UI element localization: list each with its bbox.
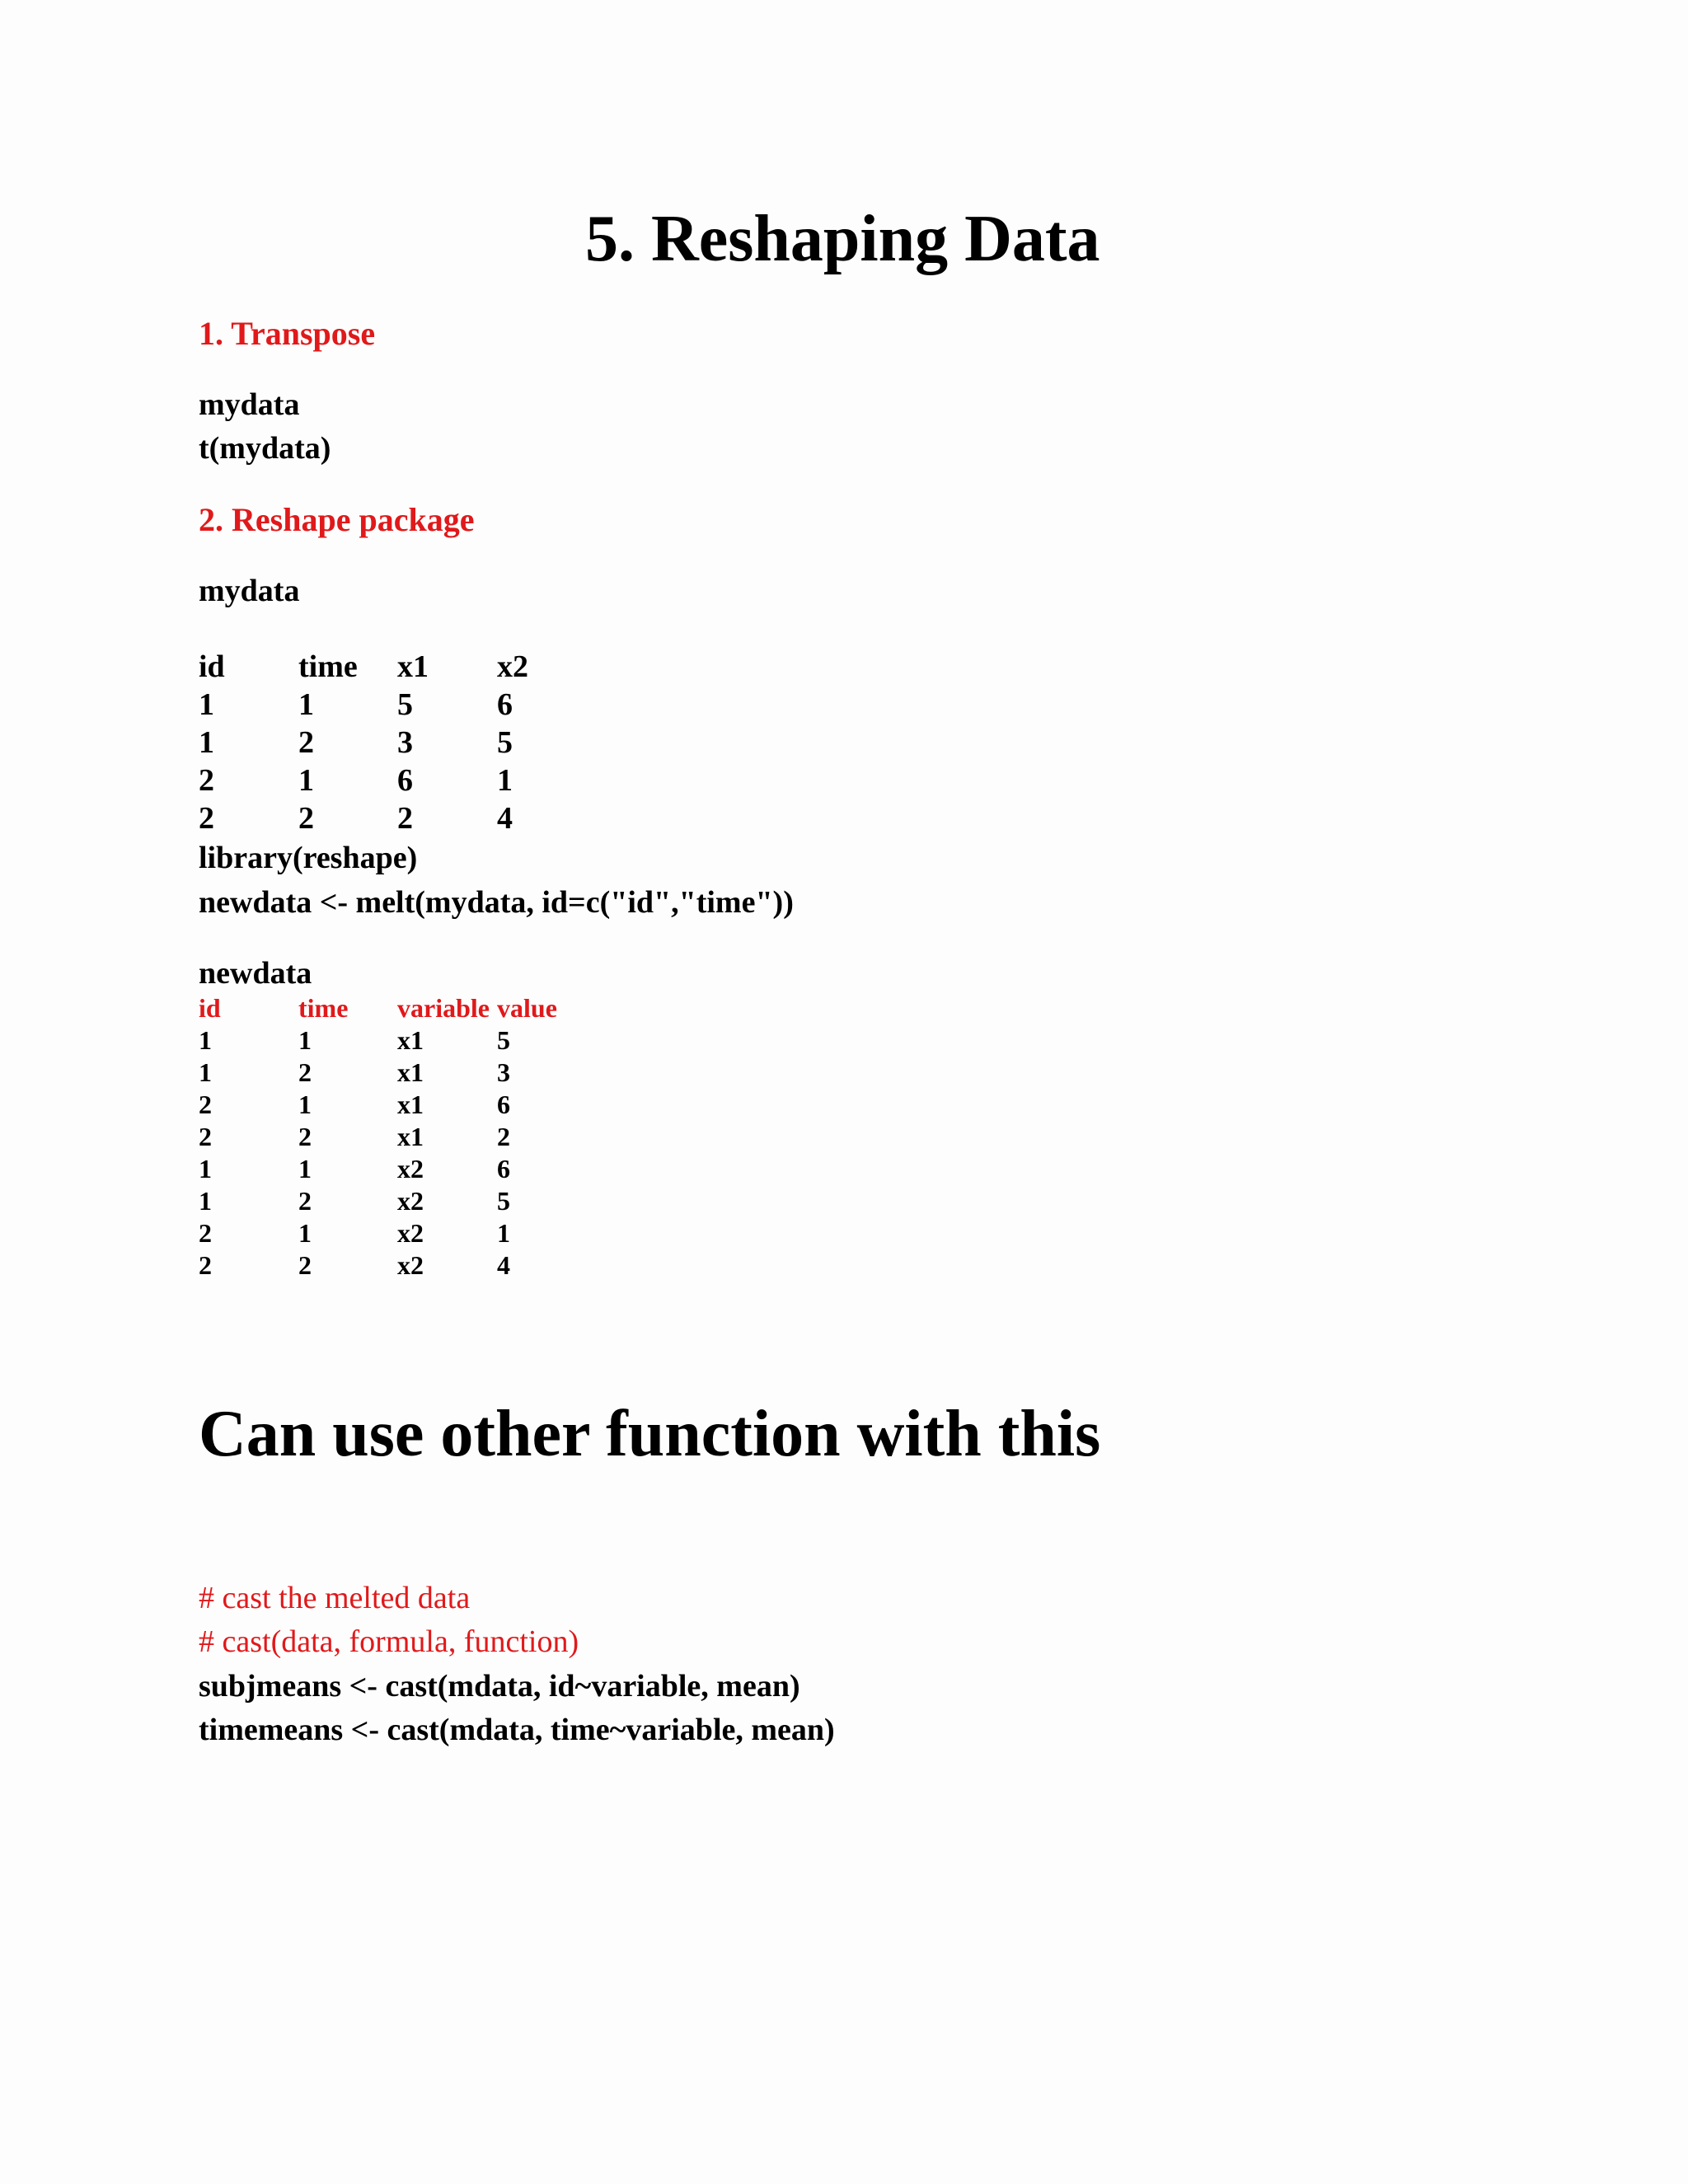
table-cell: 2 [497, 1122, 510, 1151]
section-heading-transpose: 1. Transpose [199, 315, 376, 352]
table-cell: 6 [497, 1090, 510, 1119]
table-cell: 2 [397, 801, 413, 836]
table-cell: x2 [397, 1250, 424, 1280]
table-cell: x2 [397, 1186, 424, 1216]
table-cell: 5 [497, 725, 513, 760]
table-cell: 2 [298, 1122, 312, 1151]
table-cell: 1 [497, 1218, 510, 1248]
table-cell: 2 [199, 801, 214, 836]
table-cell: 2 [298, 801, 314, 836]
table-cell: 1 [199, 1025, 212, 1055]
table-cell: 1 [199, 687, 214, 722]
code-line: mydata [199, 574, 300, 608]
table-header: time [298, 993, 349, 1023]
table-cell: x1 [397, 1090, 424, 1119]
table-cell: 1 [298, 1218, 312, 1248]
table-cell: 2 [298, 1186, 312, 1216]
table-cell: x1 [397, 1122, 424, 1151]
code-line: newdata [199, 956, 312, 991]
table-cell: 3 [497, 1057, 510, 1087]
table-cell: 2 [298, 725, 314, 760]
table-cell: x1 [397, 1057, 424, 1087]
table-cell: 1 [497, 763, 513, 798]
table-cell: x1 [397, 1025, 424, 1055]
code-line: t(mydata) [199, 431, 331, 466]
page-title: 5. Reshaping Data [585, 203, 1100, 275]
code-line: mydata [199, 387, 300, 422]
table-cell: x2 [397, 1154, 424, 1183]
table-cell: 1 [298, 687, 314, 722]
code-line: library(reshape) [199, 841, 418, 875]
code-line: newdata <- melt(mydata, id=c("id","time")) [199, 885, 794, 920]
table-cell: 6 [397, 763, 413, 798]
other-function-heading: Can use other function with this [199, 1398, 1101, 1470]
table-cell: 2 [199, 763, 214, 798]
table-header: time [298, 649, 358, 684]
table-cell: 1 [298, 1025, 312, 1055]
table-cell: 1 [199, 1154, 212, 1183]
table-cell: 3 [397, 725, 413, 760]
table-cell: 1 [298, 1090, 312, 1119]
code-comment: # cast the melted data [199, 1581, 471, 1615]
table-cell: 1 [298, 1154, 312, 1183]
table-cell: 6 [497, 1154, 510, 1183]
table-cell: 2 [199, 1122, 212, 1151]
table-cell: 4 [497, 801, 513, 836]
table-cell: 5 [497, 1186, 510, 1216]
table-cell: x2 [397, 1218, 424, 1248]
table-cell: 2 [298, 1250, 312, 1280]
table-cell: 4 [497, 1250, 510, 1280]
table-cell: 1 [199, 725, 214, 760]
code-comment: # cast(data, formula, function) [199, 1624, 579, 1659]
table-cell: 1 [298, 763, 314, 798]
code-line: subjmeans <- cast(mdata, id~variable, mean) [199, 1669, 800, 1704]
table-header: variable [397, 993, 490, 1023]
table-header: value [497, 993, 557, 1023]
table-cell: 1 [199, 1186, 212, 1216]
table-header: x1 [397, 649, 429, 684]
table-cell: 2 [199, 1090, 212, 1119]
table-cell: 5 [497, 1025, 510, 1055]
table-cell: 2 [298, 1057, 312, 1087]
table-cell: 2 [199, 1218, 212, 1248]
table-cell: 2 [199, 1250, 212, 1280]
table-header: id [199, 993, 221, 1023]
code-line: timemeans <- cast(mdata, time~variable, mean) [199, 1713, 835, 1747]
table-cell: 1 [199, 1057, 212, 1087]
table-cell: 6 [497, 687, 513, 722]
table-header: x2 [497, 649, 528, 684]
section-heading-reshape: 2. Reshape package [199, 501, 475, 538]
table-cell: 5 [397, 687, 413, 722]
table-header: id [199, 649, 225, 684]
